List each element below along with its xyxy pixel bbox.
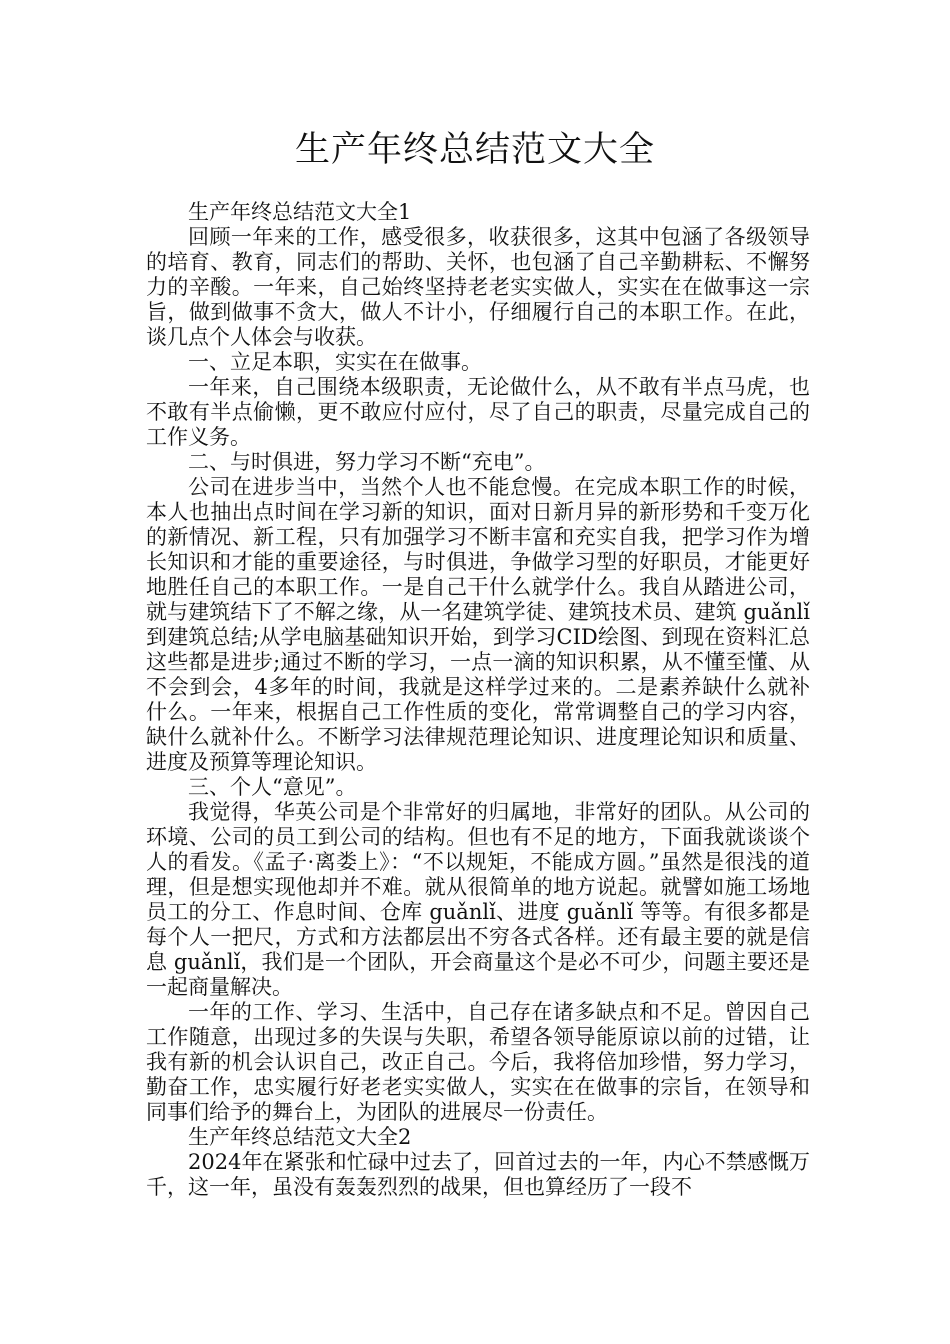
point-paragraph-3: 我觉得，华英公司是个非常好的归属地，非常好的团队。从公司的环境、公司的员工到公司的结构。但也有不足的地方，下面我就谈谈个人的看发。《孟子·离娄上》：“不以规矩，不能成方圆。”虽然是很浅的道理，但是想实现他却并不难。就从很简单的地方说起。就譬如施工场地员工的分工、作息时间、仓库 guǎnlǐ、进度 guǎnlǐ 等等。有很多都是每个人一把尺，方式和方法都层出不穷各式各样。还有最主要的就是信息 guǎnlǐ，我们是一个团队，开会商量这个是必不可少，问题主要还是一起商量解决。 (146, 800, 810, 999)
point-paragraph-1: 一年来，自己围绕本级职责，无论做什么，从不敢有半点马虎，也不敢有半点偷懒，更不敢应付应付，尽了自己的职责，尽量完成自己的工作义务。 (146, 375, 810, 449)
document-body (146, 200, 810, 1200)
section-heading-1: 生产年终总结范文大全1 (188, 200, 412, 224)
point-heading-1: 一、立足本职，实实在在做事。 (188, 350, 482, 374)
document-title: 生产年终总结范文大全 (294, 130, 655, 170)
section-heading-2: 生产年终总结范文大全2 (188, 1125, 412, 1149)
point-heading-3: 三、个人“意见”。 (188, 775, 357, 799)
section-2-paragraph: 2024年在紧张和忙碌中过去了，回首过去的一年，内心不禁感慨万千，这一年，虽没有轰轰烈烈的战果，但也算经历了一段不 (146, 1150, 810, 1199)
point-paragraph-2: 公司在进步当中，当然个人也不能怠慢。在完成本职工作的时候，本人也抽出点时间在学习新的知识，面对日新月异的新形势和千变万化的新情况、新工程，只有加强学习不断丰富和充实自我，把学习作为增长知识和才能的重要途径，与时俱进，争做学习型的好职员，才能更好地胜任自己的本职工作。一是自己干什么就学什么。我自从踏进公司，就与建筑结下了不解之缘，从一名建筑学徒、建筑技术员、建筑 guǎnlǐ 到建筑总结;从学电脑基础知识开始，到学习CID绘图、到现在资料汇总这些都是进步;通过不断的学习，一点一滴的知识积累，从不懂至懂、从不会到会，4多年的时间，我就是这样学过来的。二是素养缺什么就补什么。一年来，根据自己工作性质的变化，常常调整自己的学习内容，缺什么就补什么。不断学习法律规范理论知识、进度理论知识和质量、进度及预算等理论知识。 (146, 475, 810, 774)
intro-paragraph: 回顾一年来的工作，感受很多，收获很多，这其中包涵了各级领导的培育、教育，同志们的帮助、关怀，也包涵了自己辛勤耕耘、不懈努力的辛酸。一年来，自己始终坚持老老实实做人，实实在在做事这一宗旨，做到做事不贪大，做人不计小，仔细履行自己的本职工作。在此，谈几点个人体会与收获。 (146, 225, 810, 349)
point-heading-2: 二、与时俱进，努力学习不断“充电”。 (188, 450, 546, 474)
closing-paragraph: 一年的工作、学习、生活中，自己存在诸多缺点和不足。曾因自己工作随意，出现过多的失误与失职，希望各领导能原谅以前的过错，让我有新的机会认识自己，改正自己。今后，我将倍加珍惜，努力学习，勤奋工作，忠实履行好老老实实做人，实实在在做事的宗旨，在领导和同事们给予的舞台上，为团队的进展尽一份责任。 (146, 1000, 810, 1124)
